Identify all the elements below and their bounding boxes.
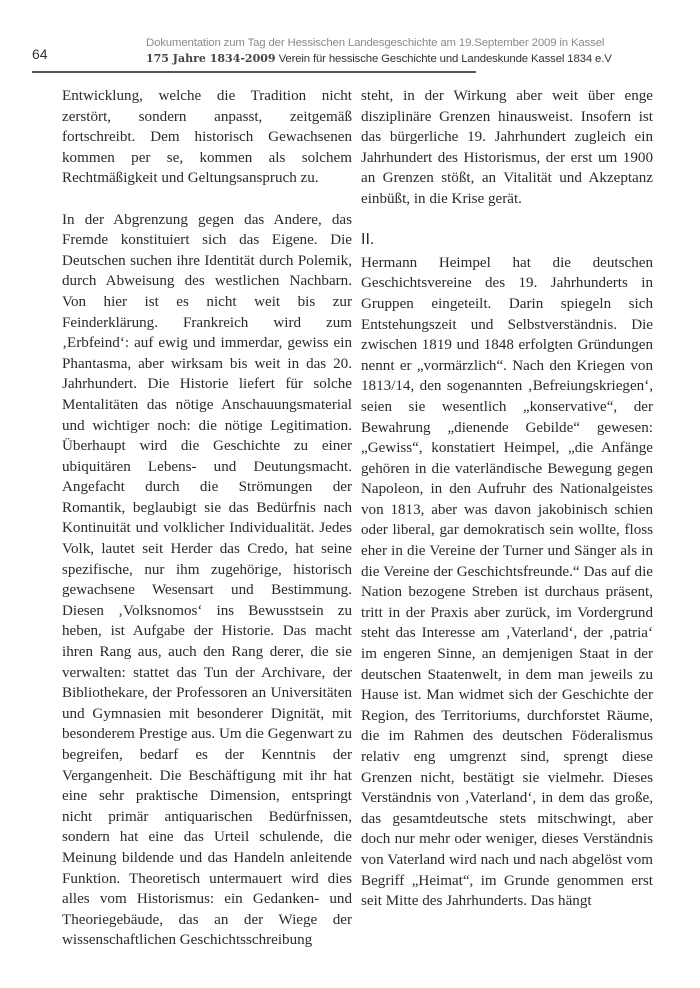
body-paragraph: Entwicklung, welche die Tradition nicht zerstört, sondern anpasst, zeitgemäß fortschreibt. Dem historisch Gewachsenen kommen per se, kommen als solchem Rechtmäßigkeit und Geltungsanspruch zu.: [62, 88, 352, 187]
association-name: Verein für hessische Geschichte und Landeskunde Kassel 1834 e.V: [278, 53, 612, 65]
page-number: 64: [32, 46, 48, 62]
section-heading: II.: [361, 231, 375, 249]
running-header-subtitle: [146, 52, 666, 65]
jubilee-mark: 175 Jahre 1834-2009: [146, 52, 276, 65]
header-divider: [32, 71, 476, 73]
body-paragraph: In der Abgrenzung gegen das Andere, das Fremde konstituiert sich das Eigene. Die Deutschen suchen ihre Identität durch Polemik, durch Abweisung des westlichen Nachbarn. Von hier ist es nicht weit bis zur Feinderklärung. Frankreich wird zum ‚Erbfeind‘: auf ewig und immerdar, gewiss ein Phantasma, aber wirksam bis weit in das 20. Jahrhundert. Die Historie liefert für solche Mentalitäten das nötige Anschauungsmaterial und wichtiger noch: die nötige Legitimation. Überhaupt wird die Geschichte zu einer ubiquitären Lebens- und Deutungsmacht. Angefacht durch die Strömungen der Romantik, beglaubigt sie das Bedürfnis nach Kontinuität und volklicher Individualität. Jedes Volk, lautet seit Herder das Credo, hat seine spezifische, nur ihm zugehörige, historisch gewachsene Wesensart und Bestimmung. Diesen ‚Volksnomos‘ ins Bewusstsein zu heben, ist Aufgabe der Historie. Das macht ihren Rang aus, auch den Rang derer, die sie verwalten: stattet das Tun der Archivare, der Bibliothekare, der Professoren an Universitäten und Gymnasien mit besonderer Dignität, mit besonderem Prestige aus. Um die Gegenwart zu begreifen, bedarf es der Kenntnis der Vergangenheit. Die Beschäftigung mit ihr hat eine sehr praktische Dimension, entspringt nicht primär antiquarischen Bedürfnissen, sondern hat eine das Urteil schulende, die Meinung bildende und das Handeln anleitende Funktion. Theoretisch untermauert wird dies alles vom Historismus: ein Gedanken- und Theoriegebäude, das an der Wiege der wissenschaftlichen Geschichtsschreibung: [62, 211, 352, 949]
body-paragraph: Hermann Heimpel hat die deutschen Geschichtsvereine des 19. Jahrhunderts in Gruppen eingeteilt. Darin spiegeln sich Entstehungszeit und Selbstverständnis. Die zwischen 1819 und 1848 erfolgten Gründungen nennt er „vormärzlich“. Nach den Kriegen von 1813/14, den sogenannten ‚Befreiungskriegen‘, seien sie wesentlich „konservative“, der Bewahrung „dienende Gebilde“ gewesen: „Gewiss“, konstatiert Heimpel, „die Anfänge gehören in die vaterländische Bewegung gegen Napoleon, in den Aufruhr des Nationalgeistes von 1813, aber was davon jakobinisch schien oder liberal, gar demokratisch sein wollte, floss eher in die Vereine der Turner und Sänger als in die Vereine der Geschichtsfreunde.“ Das auf die Nation bezogene Streben ist durchaus präsent, tritt in der Praxis aber zurück, im Vordergrund steht das Interesse am ‚Vaterland‘, der ‚patria‘ im engeren Sinne, an demjenigen Staat in der deutschen Staatenwelt, in dem man jeweils zu Hause ist. Man widmet sich der Geschichte der Region, des Territoriums, durchforstet Räume, die im Rahmen des deutschen Föderalismus relativ eng umgrenzt sind, sprengt diese Grenzen nicht, bestätigt sie vielmehr. Dieses Verständnis von ‚Vaterland‘, in dem das große, das gesamtdeutsche stets mitschwingt, aber doch nur mehr oder weniger, dieses Verständnis von Vaterland wird nach und nach abgelöst vom Begriff „Heimat“, im Grunde genommen erst seit Mitte des Jahrhunderts. Das hängt: [361, 254, 653, 910]
left-text-column: [62, 86, 352, 951]
body-paragraph: steht, in der Wirkung aber weit über enge disziplinäre Grenzen hinausweist. Insofern ist das bürgerliche 19. Jahrhundert zugleich ein Jahrhundert des Historismus, der erst um 1900 an Grenzen stößt, an Vitalität und Akzeptanz einbüßt, in die Krise gerät.: [361, 88, 653, 207]
right-text-column: [361, 86, 653, 912]
running-header-title: Dokumentation zum Tag der Hessischen Landesgeschichte am 19.September 2009 in Kassel: [146, 37, 605, 49]
